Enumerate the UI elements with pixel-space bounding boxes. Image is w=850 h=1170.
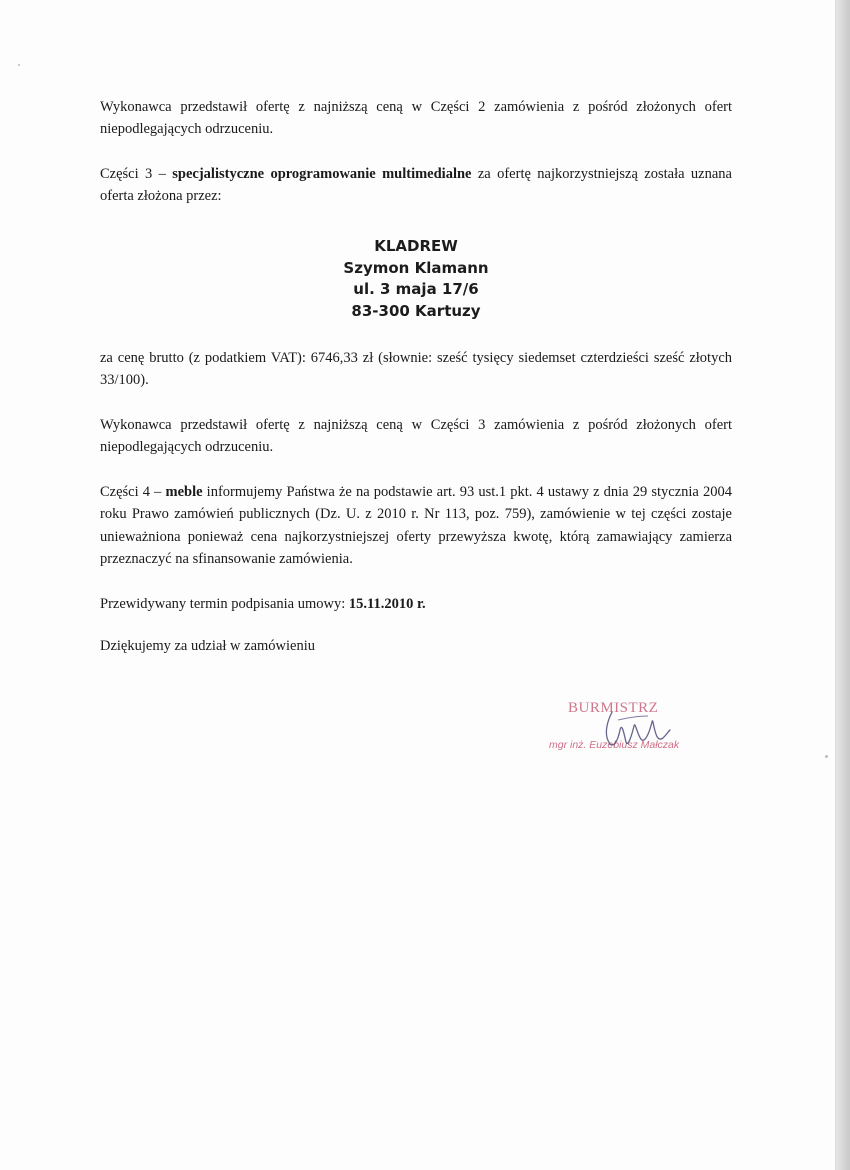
signature-icon xyxy=(592,704,682,754)
part4-subject: meble xyxy=(165,483,203,500)
contractor-street: ul. 3 maja 17/6 xyxy=(353,280,479,299)
contractor-city: 83-300 Kartuzy xyxy=(351,302,481,321)
paragraph-price xyxy=(100,347,732,392)
paragraph-text: Wykonawca przedstawił ofertę z najniższą ceną w Części 3 zamówienia z pośród złożonych ofert niepodlegających odrzuceniu. xyxy=(100,416,732,456)
scan-speck xyxy=(825,755,828,758)
contractor-owner: Szymon Klamann xyxy=(343,258,489,277)
paragraph-part2-result xyxy=(100,96,732,141)
part3-subject: specjalistyczne oprogramowanie multimedialne xyxy=(172,165,472,182)
paragraph-signing-date xyxy=(100,593,732,615)
paragraph-part3-intro xyxy=(100,163,732,208)
page-edge-shadow xyxy=(836,0,850,1170)
paragraph-text: Przewidywany termin podpisania umowy: xyxy=(100,595,349,612)
paragraph-text: za cenę brutto (z podatkiem VAT): 6746,33 zł (słownie: sześć tysięcy siedemset czterdzieści sześć złotych 33/100). xyxy=(100,349,732,389)
paragraph-thanks xyxy=(100,635,732,657)
contractor-company: KLADREW xyxy=(374,236,458,255)
mayor-stamp xyxy=(540,700,700,760)
scan-speck xyxy=(18,64,20,66)
stamp-name: mgr inż. Euzebiusz Małczak xyxy=(549,739,680,751)
signing-date: 15.11.2010 r. xyxy=(348,595,426,612)
contractor-address-block xyxy=(100,236,732,323)
paragraph-text: za ofertę najkorzystniejszą została uznana oferta złożona przez: xyxy=(100,165,732,205)
paragraph-part4 xyxy=(100,481,732,571)
paragraph-text: Wykonawca przedstawił ofertę z najniższą ceną w Części 2 zamówienia z pośród złożonych ofert niepodlegających odrzuceniu. xyxy=(100,99,732,138)
paragraph-text: Części 3 – xyxy=(100,165,173,182)
document-body xyxy=(100,96,732,680)
paragraph-text: Dziękujemy za udział w zamówieniu xyxy=(100,638,316,655)
stamp-title: BURMISTRZ xyxy=(568,700,659,716)
paragraph-text: informujemy Państwa że na podstawie art. 93 ust.1 pkt. 4 ustawy z dnia 29 stycznia 2004 roku Prawo zamówień publicznych (Dz. U. z 2010 r. Nr 113, poz. 759), zamówienie w tej części zostaje unieważniona ponieważ cena najkorzystniejszej oferty przewyższa kwotę, którą zamawiający zamierza przeznaczyć na sfinansowanie zamówienia. xyxy=(100,483,732,568)
paragraph-part3-result xyxy=(100,414,732,459)
paragraph-text: Części 4 – xyxy=(100,483,166,500)
